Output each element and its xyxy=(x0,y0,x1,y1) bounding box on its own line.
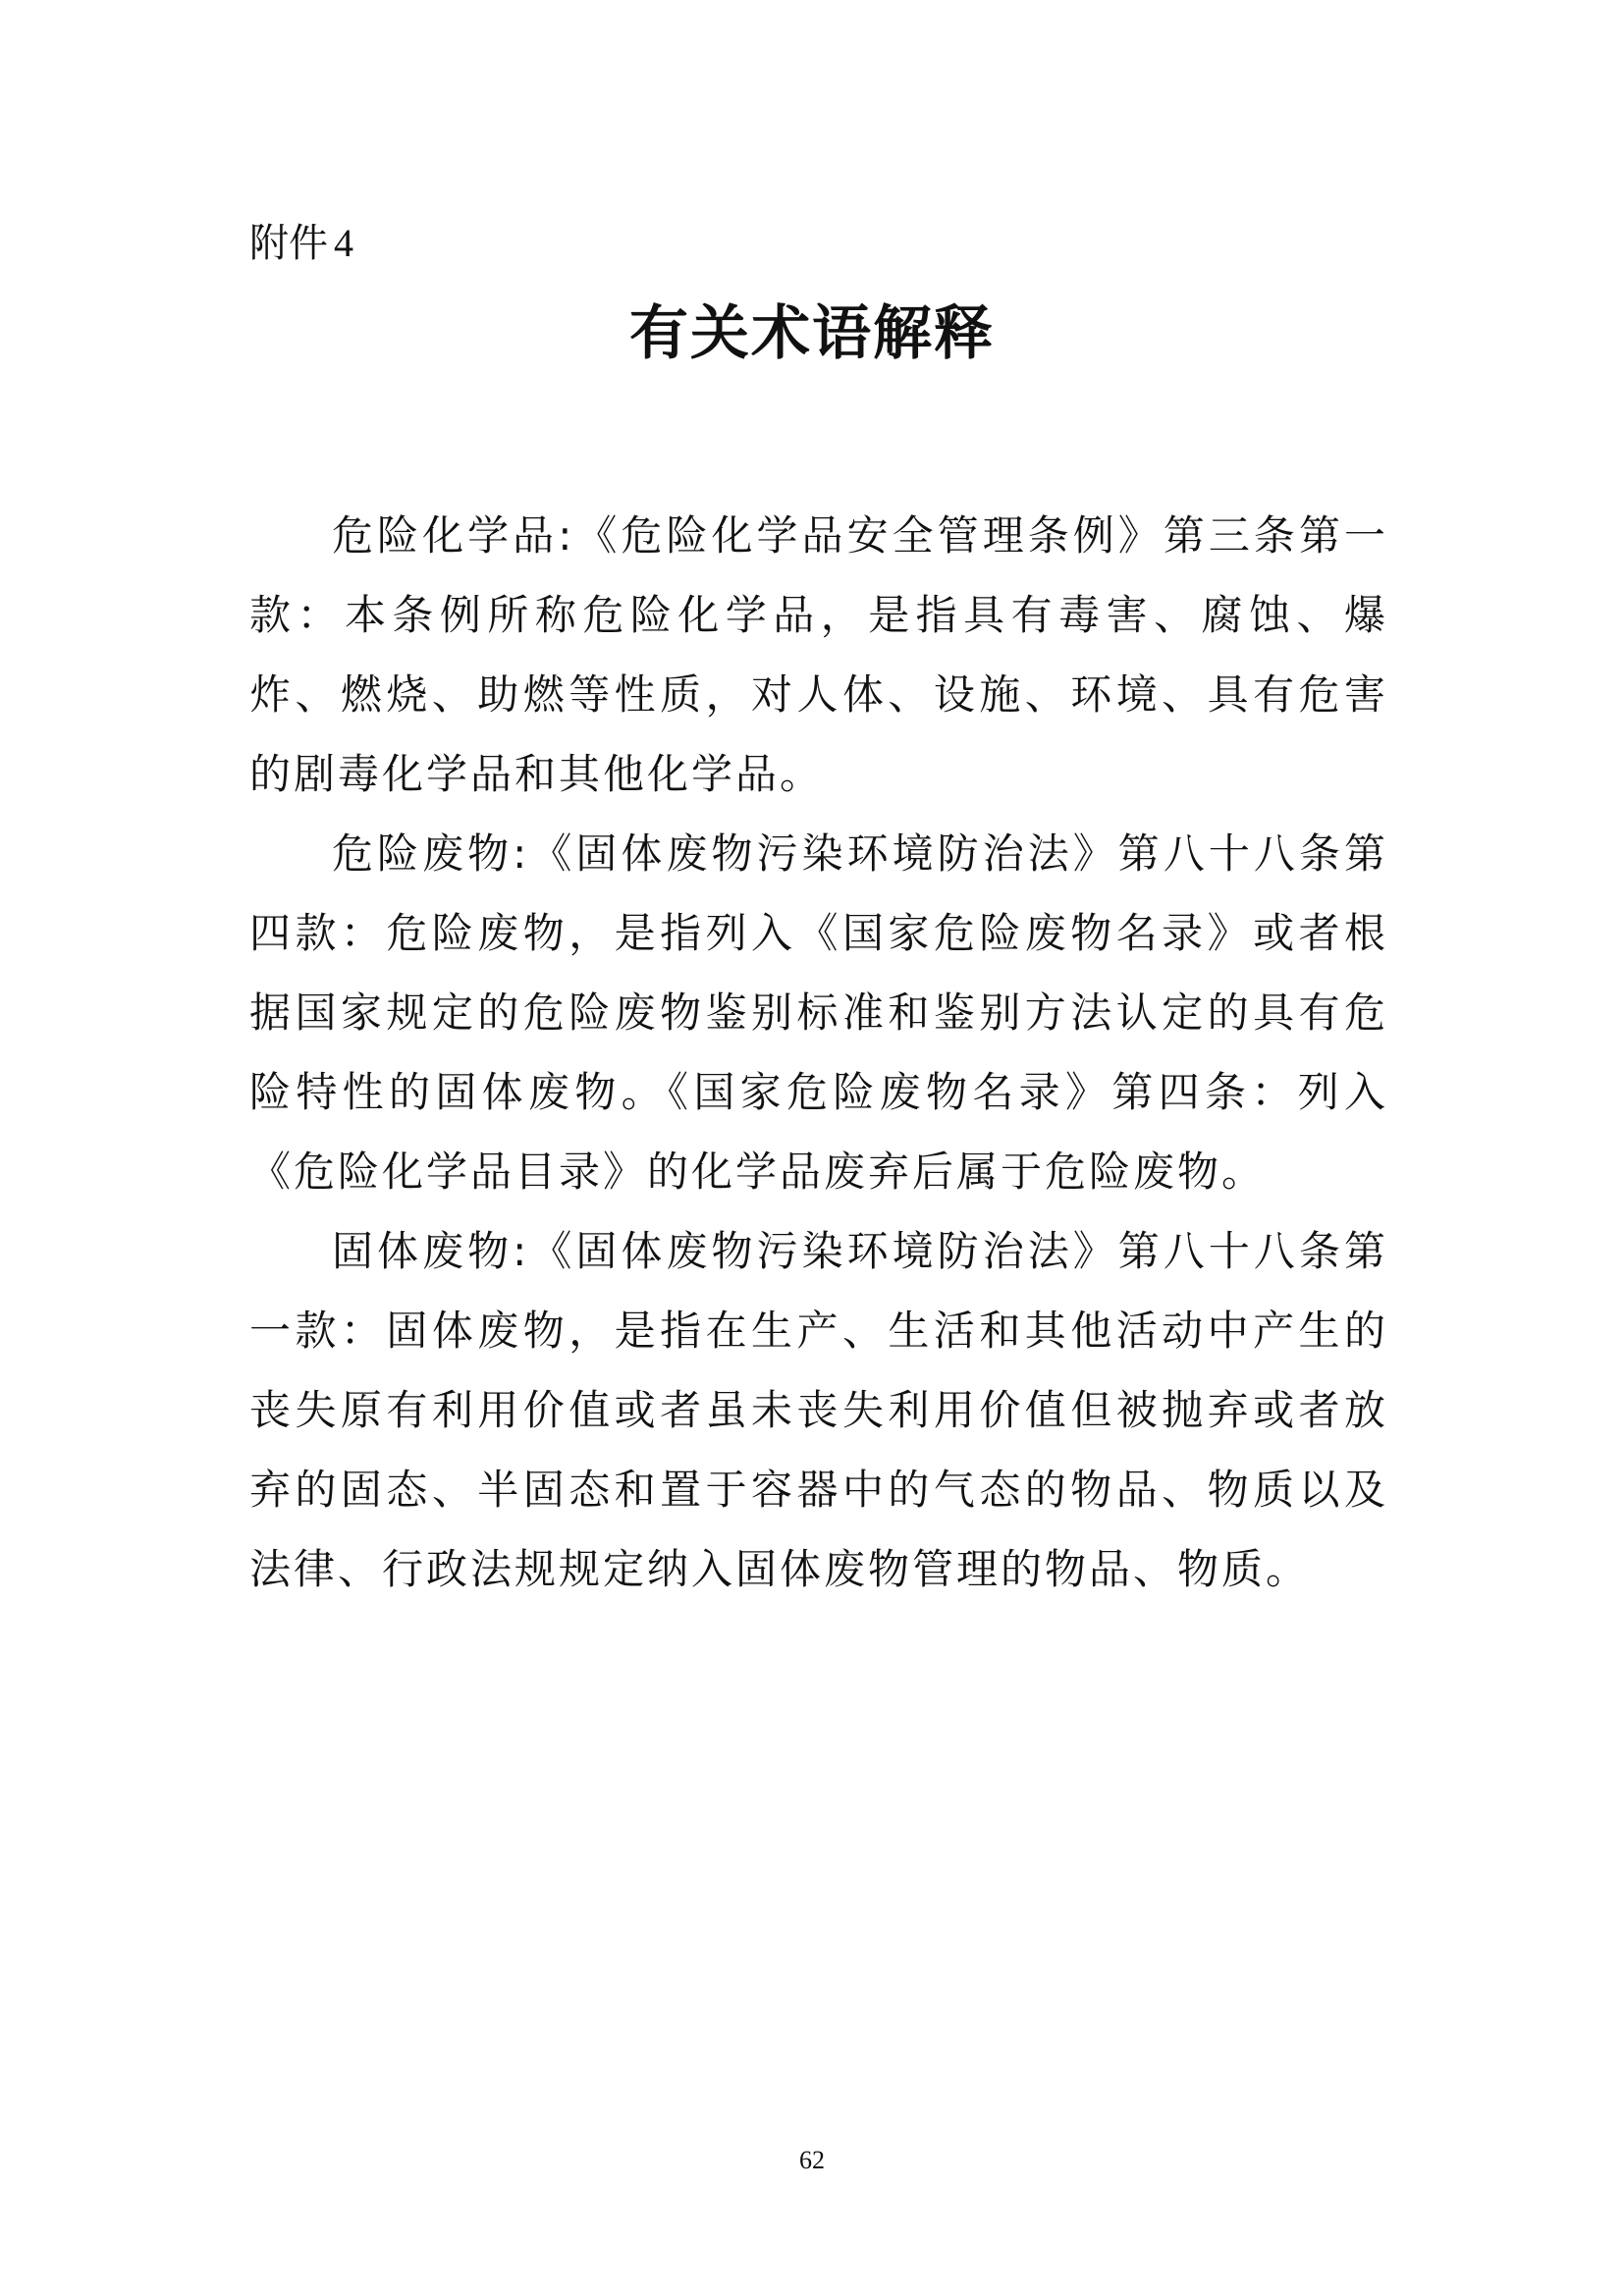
term-paragraph-hazardous-chemicals xyxy=(249,496,1388,814)
page-number: 62 xyxy=(799,2146,825,2174)
term-definition: 《固体废物污染环境防治法》第八十八条第四款：危险废物，是指列入《国家危险废物名录》或者根据国家规定的危险废物鉴别标准和鉴别方法认定的具有危险特性的固体废物。《国家危险废物名录》第四条：列入《危险化学品目录》的化学品废弃后属于危险废物。 xyxy=(249,829,1388,1196)
term-name: 危险化学品: xyxy=(332,511,575,560)
attachment-word: 附件 xyxy=(249,221,328,266)
term-name: 危险废物: xyxy=(332,829,530,878)
attachment-label xyxy=(249,218,353,269)
term-definition: 《危险化学品安全管理条例》第三条第一款：本条例所称危险化学品，是指具有毒害、腐蚀、爆炸、燃烧、助燃等性质，对人体、设施、环境、具有危害的剧毒化学品和其他化学品。 xyxy=(249,511,1388,798)
terms-body xyxy=(249,496,1388,1609)
term-paragraph-hazardous-waste xyxy=(249,814,1388,1211)
term-name: 固体废物: xyxy=(332,1227,530,1275)
term-paragraph-solid-waste xyxy=(249,1211,1388,1609)
term-definition: 《固体废物污染环境防治法》第八十八条第一款：固体废物，是指在生产、生活和其他活动中产生的丧失原有利用价值或者虽未丧失利用价值但被抛弃或者放弃的固态、半固态和置于容器中的气态的物品、物质以及法律、行政法规规定纳入固体废物管理的物品、物质。 xyxy=(249,1227,1388,1593)
attachment-number: 4 xyxy=(334,221,353,265)
page-title: 有关术语解释 xyxy=(629,299,995,368)
